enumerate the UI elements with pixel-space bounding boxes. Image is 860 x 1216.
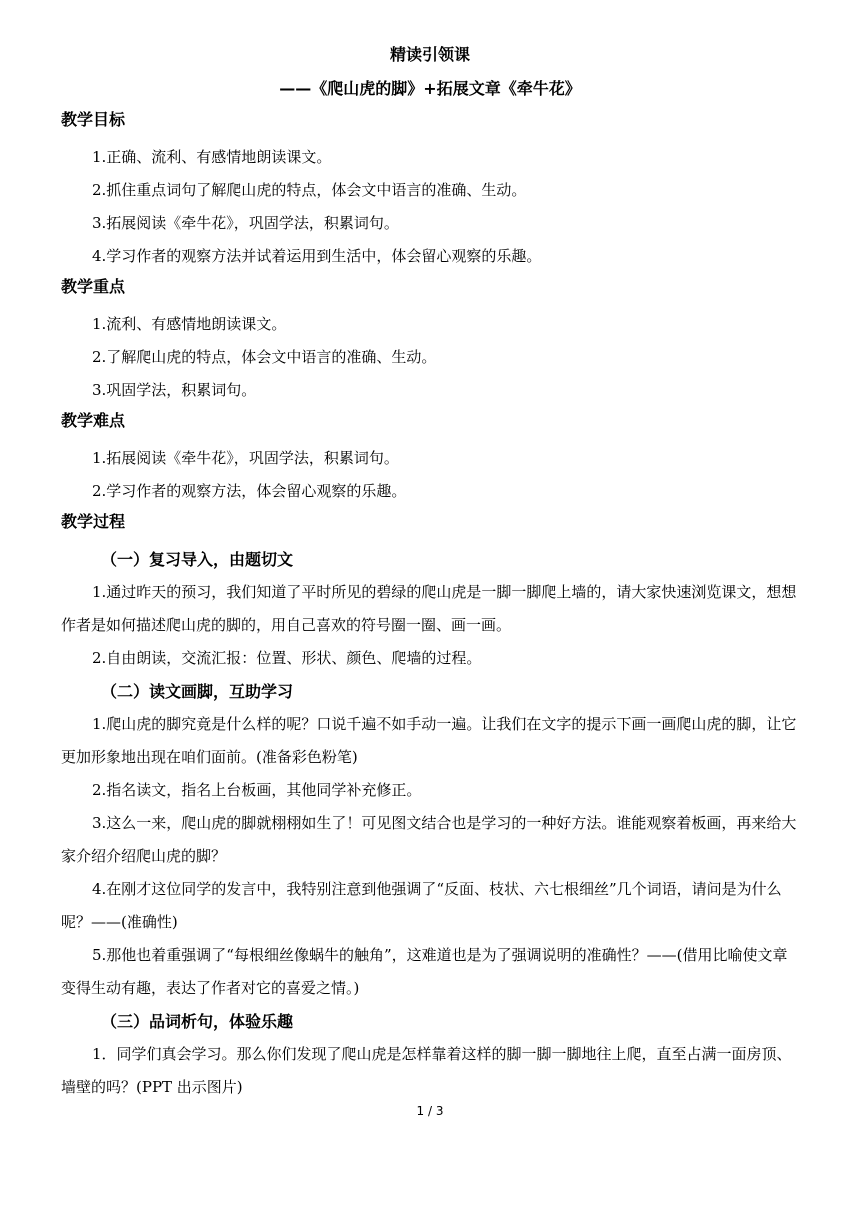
section-difficulties bbox=[61, 409, 801, 508]
list-item: 1.通过昨天的预习，我们知道了平时所见的碧绿的爬山虎是一脚一脚爬上墙的，请大家快速浏览课文，想想作者是如何描述爬山虎的脚的，用自己喜欢的符号圈一圈、画一画。 bbox=[61, 583, 797, 634]
section-heading: 教学难点 bbox=[61, 411, 126, 430]
list-item: 3.拓展阅读《牵牛花》，巩固学法，积累词句。 bbox=[92, 214, 399, 232]
list-item: 2.指名读文，指名上台板画，其他同学补充修正。 bbox=[92, 781, 422, 799]
list-item: 1.拓展阅读《牵牛花》，巩固学法，积累词句。 bbox=[92, 449, 399, 467]
list-item: 4.学习作者的观察方法并试着运用到生活中，体会留心观察的乐趣。 bbox=[92, 247, 542, 265]
document-title: 精读引领课 bbox=[389, 45, 470, 64]
part-title: （三）品词析句，体验乐趣 bbox=[101, 1012, 294, 1031]
part-title: （二）读文画脚，互助学习 bbox=[101, 682, 294, 701]
list-item: 5.那他也着重强调了“每根细丝像蜗牛的触角”，这难道也是为了强调说明的准确性？——(借用比喻使文章变得生动有趣，表达了作者对它的喜爱之情。) bbox=[61, 946, 788, 997]
section-heading: 教学目标 bbox=[61, 110, 126, 129]
list-item: 3.巩固学法，积累词句。 bbox=[92, 381, 257, 399]
document-subtitle: ——《爬山虎的脚》+拓展文章《牵牛花》 bbox=[279, 79, 581, 98]
list-item: 1．同学们真会学习。那么你们发现了爬山虎是怎样靠着这样的脚一脚一脚地往上爬，直至占满一面房顶、墙壁的吗？(PPT 出示图片) bbox=[61, 1045, 792, 1096]
section-heading: 教学过程 bbox=[61, 512, 126, 531]
list-item: 2.了解爬山虎的特点，体会文中语言的准确、生动。 bbox=[92, 348, 437, 366]
page-number: 1 / 3 bbox=[416, 1104, 444, 1118]
section-process bbox=[61, 510, 801, 1104]
list-item: 2.学习作者的观察方法，体会留心观察的乐趣。 bbox=[92, 482, 407, 500]
list-item: 3.这么一来，爬山虎的脚就栩栩如生了！可见图文结合也是学习的一种好方法。谁能观察着板画，再来给大家介绍介绍爬山虎的脚？ bbox=[61, 814, 797, 865]
list-item: 1.正确、流利、有感情地朗读课文。 bbox=[92, 148, 332, 166]
list-item: 2.自由朗读，交流汇报：位置、形状、颜色、爬墙的过程。 bbox=[92, 649, 482, 667]
list-item: 1.爬山虎的脚究竟是什么样的呢？口说千遍不如手动一遍。让我们在文字的提示下画一画爬山虎的脚，让它更加形象地出现在咱们面前。(准备彩色粉笔) bbox=[61, 715, 797, 766]
section-objectives bbox=[61, 108, 801, 273]
section-key-points bbox=[61, 275, 801, 407]
list-item: 4.在刚才这位同学的发言中，我特别注意到他强调了“反面、枝状、六七根细丝”几个词语，请问是为什么呢？——(准确性) bbox=[61, 880, 782, 931]
list-item: 1.流利、有感情地朗读课文。 bbox=[92, 315, 287, 333]
list-item: 2.抓住重点词句了解爬山虎的特点，体会文中语言的准确、生动。 bbox=[92, 181, 527, 199]
part-title: （一）复习导入，由题切文 bbox=[101, 550, 294, 569]
section-heading: 教学重点 bbox=[61, 277, 126, 296]
document-body bbox=[61, 108, 801, 1106]
